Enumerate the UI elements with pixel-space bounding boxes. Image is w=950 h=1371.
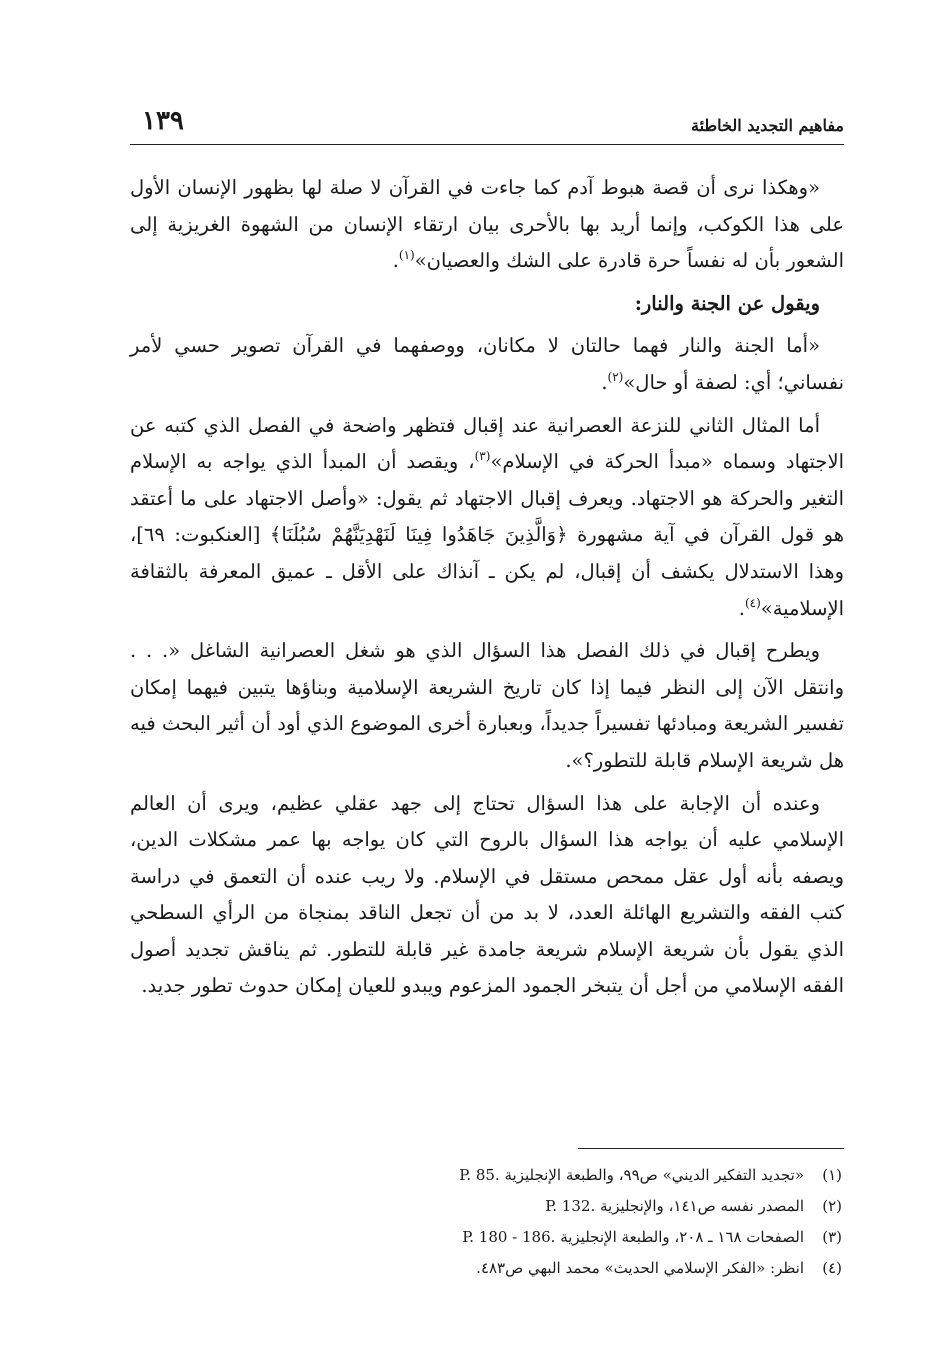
footnote-3 [130, 1222, 844, 1253]
paragraph-tail: ، ويقصد أن المبدأ الذي يواجه به الإسلام التغير والحركة هو الاجتهاد. ويعرف إقبال الاجتهاد ثم يقول: «وأصل الاجتهاد على ما أعتقد هو قول القرآن في آية مشهورة ﴿وَالَّذِينَ جَاهَدُوا فِينَا لَنَهْدِيَنَّهُمْ سُبُلَنَا﴾ [العنكبوت: ٦٩]، وهذا الاستدلال يكشف أن إقبال، لم يكن ـ آنذاك على الأقل ـ عميق المعرفة بالثقافة الإسلامية» [130, 450, 844, 620]
paragraph-text: ويقول عن الجنة والنار: [634, 291, 820, 315]
header-rule [130, 144, 844, 145]
page-number: ١٣٩ [142, 106, 184, 136]
footnote-number: (٢) [822, 1197, 842, 1215]
footnotes [130, 1160, 844, 1284]
footnote-text: المصدر نفسه ص١٤١، والإنجليزية .P. 132 [545, 1197, 804, 1215]
paragraph-text: وعنده أن الإجابة على هذا السؤال تحتاج إلى جهد عقلي عظيم، ويرى أن العالم الإسلامي عليه أن يواجه هذا السؤال بالروح التي كان يواجه بها عمر مشكلات الدين، ويصفه بأنه أول عقل ممحص مستقل في الإسلام. ولا ريب عنده أن التعمق في دراسة كتب الفقه والتشريع الهائلة العدد، لا بد من أن تجعل الناقد بمنجاة من الرأي السطحي الذي يقول بأن شريعة الإسلام شريعة جامدة غير قابلة للتطور. ثم يناقش تجديد أصول الفقه الإسلامي من أجل أن يتبخر الجمود المزعوم ويبدو للعيان إمكان حدوث تطور جديد. [130, 791, 844, 998]
paragraph-tail: . [392, 249, 399, 273]
page-header [130, 104, 844, 144]
footnote-ref-2: (٢) [607, 369, 624, 384]
footnote-ref-1: (١) [398, 248, 415, 263]
footnote-4 [130, 1253, 844, 1284]
running-title: مفاهيم التجديد الخاطئة [691, 116, 844, 135]
footnote-1 [130, 1160, 844, 1191]
paragraph-text: «وهكذا نرى أن قصة هبوط آدم كما جاءت في القرآن لا صلة لها بظهور الإنسان الأول على هذا الكوكب، وإنما أريد بها بالأحرى بيان ارتقاء الإنسان من الشهوة الغريزية إلى الشعور بأن له نفساً حرة قادرة على الشك والعصيان» [130, 176, 844, 273]
paragraph-text: أما المثال الثاني للنزعة العصرانية عند إقبال فتظهر واضحة في الفصل الذي كتبه عن الاجتهاد وسماه «مبدأ الحركة في الإسلام» [130, 413, 845, 474]
footnote-number: (١) [822, 1166, 842, 1184]
footnote-rule [578, 1148, 844, 1149]
footnote-text: انظر: «الفكر الإسلامي الحديث» محمد البهي ص٤٨٣. [476, 1259, 804, 1277]
footnote-ref-3: (٣) [474, 449, 491, 464]
paragraph-text: ويطرح إقبال في ذلك الفصل هذا السؤال الذي هو شغل العصرانية الشاغل «. . . وانتقل الآن إلى النظر فيما إذا كان تاريخ الشريعة الإسلامية وبناؤها يتبين فيهما إمكان تفسير الشريعة ومبادئها تفسيراً جديداً، وبعبارة أخرى الموضوع الذي أود أن أثير البحث فيه هل شريعة الإسلام قابلة للتطور؟». [130, 639, 844, 772]
paragraph-4 [130, 408, 844, 628]
paragraph-end: . [738, 596, 745, 620]
paragraph-5 [130, 633, 844, 779]
footnote-2 [130, 1191, 844, 1222]
footnote-number: (٤) [822, 1259, 842, 1277]
paragraph-1 [130, 170, 844, 280]
paragraph-2-heading [130, 286, 844, 323]
footnote-number: (٣) [822, 1228, 842, 1246]
footnote-ref-4: (٤) [744, 595, 761, 610]
paragraph-6 [130, 786, 844, 1006]
footnote-text: «تجديد التفكير الديني» ص٩٩، والطبعة الإنجليزية .P. 85 [459, 1166, 804, 1184]
paragraph-tail: . [601, 370, 608, 394]
paragraph-3 [130, 328, 844, 401]
footnote-text: الصفحات ١٦٨ ـ ٢٠٨، والطبعة الإنجليزية .P. 180 - 186 [462, 1228, 804, 1246]
main-text [130, 170, 844, 1011]
paragraph-text: «أما الجنة والنار فهما حالتان لا مكانان، ووصفهما في القرآن تصوير حسي لأمر نفساني؛ أي: لصفة أو حال» [130, 334, 844, 394]
